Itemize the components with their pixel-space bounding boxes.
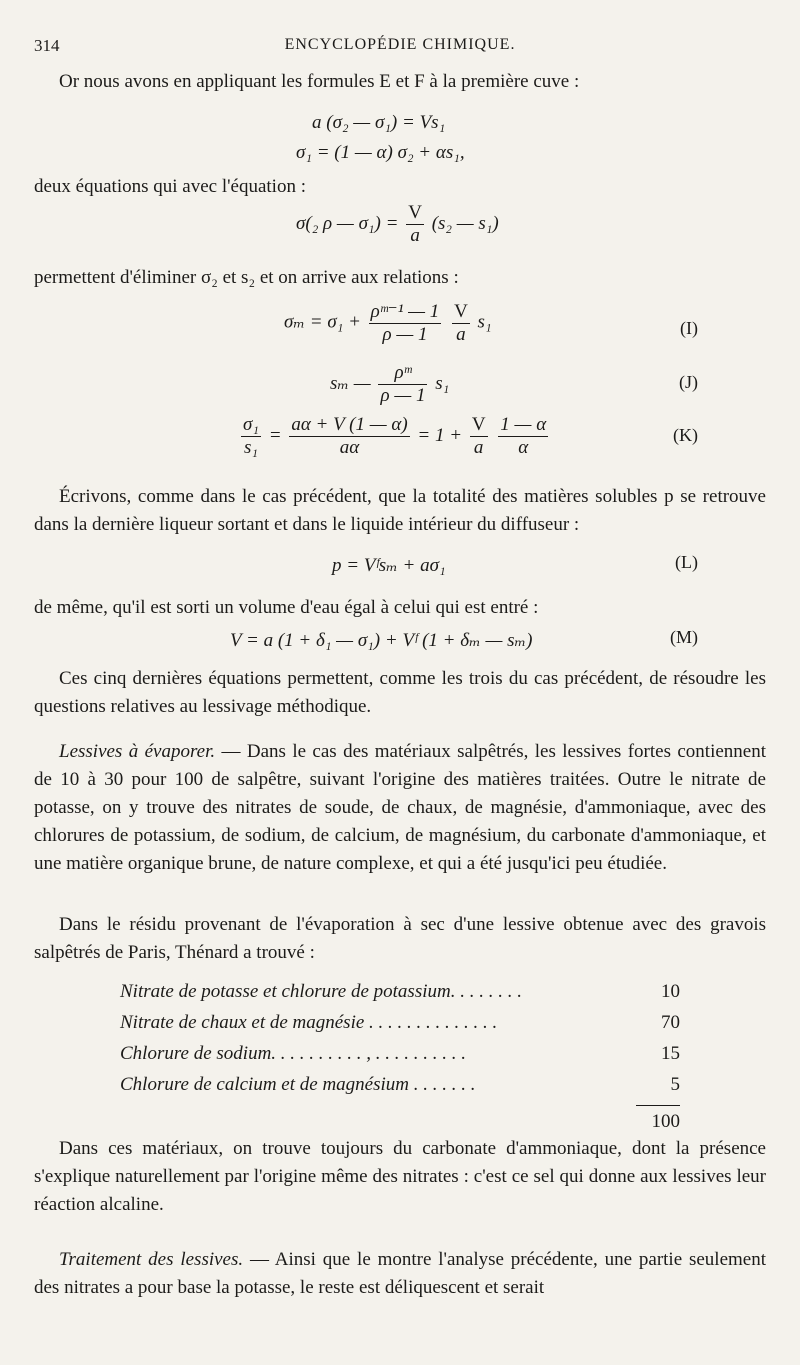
table-row: Nitrate de chaux et de magnésie . . . . . . . . . . . . . . 70: [120, 1012, 680, 1033]
section-title: Traitement des lessives.: [59, 1249, 244, 1270]
paragraph: permettent d'éliminer σ₂ et s₂ et on arrive aux relations :: [34, 267, 459, 288]
equation-label-m: (M): [670, 627, 698, 647]
paragraph-lessives: Lessives à évaporer. — Dans le cas des matériaux salpêtrés, les lessives fortes contiennent de 10 à 30 pour 100 de salpêtre, suivant l'origine des matières traitées. Outre le nitrate de potasse, on y trouve des nitrates de soude, de chaux, de magnésie, d'ammoniaque, avec des chlorures de potassium, de sodium, de calcium, de magnésium, du carbonate d'ammoniaque, et une matière organique brune, de nature complexe, et qui a été jusqu'ici peu étudiée.: [34, 741, 766, 874]
equation-e3: σ(₂ ρ — σ₁) = $\frac{V}{a}$ (s₂ — s₁): [296, 202, 499, 246]
paragraph: deux équations qui avec l'équation :: [34, 176, 306, 197]
section-title: Lessives à évaporer.: [59, 741, 216, 762]
composition-table: [120, 981, 680, 1142]
paragraph-traitement: Traitement des lessives. — Ainsi que le montre l'analyse précédente, une partie seulement des nitrates a pour base la potasse, le reste est déliquescent et serait: [34, 1249, 767, 1298]
equation-i: σₘ = σ₁ + $\frac{\text{ρᵐ⁻¹ — 1}}{\rho — 1}$ $\frac{V}{a}$ s₁: [284, 300, 492, 345]
equation-l: p = Vᶠsₘ + aσ₁: [332, 555, 446, 576]
equation-m: V = a (1 + δ₁ — σ₁) + Vᶠ (1 + δₘ — sₘ): [230, 630, 533, 651]
paragraph: Ces cinq dernières équations permettent, comme les trois du cas précédent, de résoudre les questions relatives au lessivage méthodique.: [34, 668, 766, 717]
table-total: 100: [651, 1111, 680, 1132]
equation-label-k: (K): [673, 425, 698, 445]
page-header: [34, 36, 766, 60]
paragraph: Dans le résidu provenant de l'évaporation à sec d'une lessive obtenue avec des gravois salpêtrés de Paris, Thénard a trouvé :: [34, 914, 766, 963]
equation-label-l: (L): [675, 552, 698, 572]
equation-e1: a (σ₂ — σ₁) = Vs₁: [312, 112, 446, 133]
equation-e2: σ₁ = (1 — α) σ₂ + αs₁,: [296, 142, 465, 163]
table-row: Chlorure de calcium et de magnésium . . . . . . . 5: [120, 1074, 680, 1095]
table-row: Chlorure de sodium. . . . . . . . . . , . . . . . . . . . . 15: [120, 1043, 680, 1064]
page-number: 314: [34, 36, 60, 55]
equation-label-i: (I): [680, 318, 698, 338]
table-row: Nitrate de potasse et chlorure de potassium. . . . . . . . 10: [120, 981, 680, 1002]
paragraph: Écrivons, comme dans le cas précédent, que la totalité des matières solubles p se retrouve dans la dernière liqueur sortant et dans le liquide intérieur du diffuseur :: [34, 486, 766, 535]
paragraph: Dans ces matériaux, on trouve toujours du carbonate d'ammoniaque, dont la présence s'explique naturellement par l'origine même des nitrates : c'est ce sel qui donne aux lessives leur réaction alcaline.: [34, 1138, 766, 1215]
running-title: ENCYCLOPÉDIE CHIMIQUE.: [284, 36, 516, 53]
equation-label-j: (J): [679, 372, 698, 392]
total-rule: [636, 1105, 680, 1106]
equation-j: sₘ — $\frac{\text{ρᵐ}}{\rho — 1}$ s₁: [330, 362, 450, 406]
paragraph: Or nous avons en appliquant les formules E et F à la première cuve :: [59, 71, 580, 92]
equation-k: $\frac{\text{σ₁}}{\text{s₁}}$ = $\frac{a\alpha + V (1 — \alpha)}{a\alpha}$ = 1 + $\frac{V}{a}$ $\frac{1 — \alpha}{\alpha}$: [243, 414, 547, 458]
paragraph: de même, qu'il est sorti un volume d'eau égal à celui qui est entré :: [34, 597, 539, 618]
